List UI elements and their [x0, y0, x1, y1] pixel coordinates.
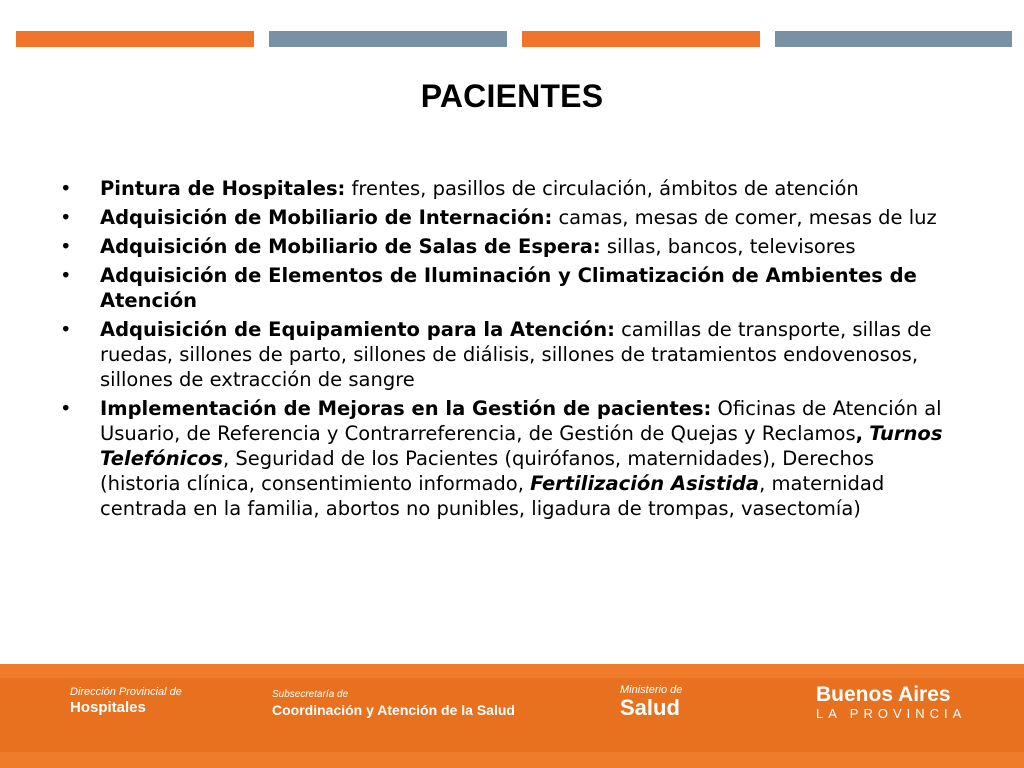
item-comma: ,: [855, 422, 864, 445]
item-text: , Seguridad de los Pacientes (quirófanos, maternidades), Derechos (historia clínica, consentimiento informado,: [100, 447, 875, 495]
item-label: Adquisición de Mobiliario de Salas de Espera:: [100, 235, 601, 258]
footer-org2-small: Subsecretaría de: [272, 689, 349, 700]
item-text: Oficinas de Atención al Usuario, de Referencia y Contrarreferencia, de Gestión de Quejas y Reclamos: [100, 397, 942, 445]
bullet-icon: •: [60, 397, 72, 420]
item-emphasis-turnos: Turnos Telefónicos: [100, 422, 943, 470]
top-bar-gray-1: [269, 31, 507, 47]
item-label: Adquisición de Mobiliario de Internación:: [100, 206, 553, 229]
item-text: camas, mesas de comer, mesas de luz: [552, 206, 937, 229]
bullet-icon: •: [60, 235, 72, 258]
item-label: Implementación de Mejoras en la Gestión de pacientes:: [100, 397, 712, 420]
item-text: camillas de transporte, sillas de ruedas, sillones de parto, sillones de diálisis, sillones de tratamientos endovenosos, sillones de extracción de sangre: [100, 318, 932, 391]
list-item: [60, 263, 960, 313]
item-label: Adquisición de Elementos de Iluminación y Climatización de Ambientes de Atención: [100, 264, 917, 312]
footer-org2-big: Coordinación y Atención de la Salud: [272, 702, 515, 718]
footer-logo-ministerio: [620, 684, 682, 719]
list-item: [60, 396, 960, 521]
footer-org3-big: Salud: [620, 695, 680, 720]
bullet-icon: •: [60, 318, 72, 341]
item-label: Pintura de Hospitales:: [100, 177, 346, 200]
bullet-list: [60, 176, 960, 521]
list-item: [60, 234, 960, 259]
footer-logo-hospitales: [70, 686, 182, 717]
bullet-icon: •: [60, 177, 72, 200]
item-text: sillas, bancos, televisores: [600, 235, 856, 258]
footer-org1-big: Hospitales: [70, 699, 146, 716]
item-label: Adquisición de Equipamiento para la Atención:: [100, 318, 615, 341]
list-item: [60, 317, 960, 392]
bullet-icon: •: [60, 264, 72, 287]
footer-org4-sub: LA PROVINCIA: [816, 706, 967, 721]
item-text: , maternidad centrada en la familia, abortos no punibles, ligadura de trompas, vasectomía): [100, 472, 885, 520]
top-bar-gray-2: [775, 31, 1012, 47]
top-decorative-bars: [16, 31, 1012, 47]
slide-title: PACIENTES: [420, 78, 604, 114]
footer-org3-small: Ministerio de: [620, 684, 683, 696]
footer-logo-buenos-aires: [816, 684, 966, 722]
slide-content: [60, 176, 960, 525]
list-item: [60, 205, 960, 230]
top-bar-orange-2: [522, 31, 760, 47]
footer-org4-big: Buenos Aires: [816, 683, 951, 706]
top-bar-orange-1: [16, 31, 254, 47]
footer-org1-small: Dirección Provincial de: [70, 686, 182, 698]
footer-logo-subsecretaria: [272, 688, 515, 719]
bullet-icon: •: [60, 206, 72, 229]
item-emphasis-fertilizacion: Fertilización Asistida: [530, 472, 760, 495]
item-text: frentes, pasillos de circulación, ámbitos de atención: [345, 177, 859, 200]
list-item: [60, 176, 960, 201]
